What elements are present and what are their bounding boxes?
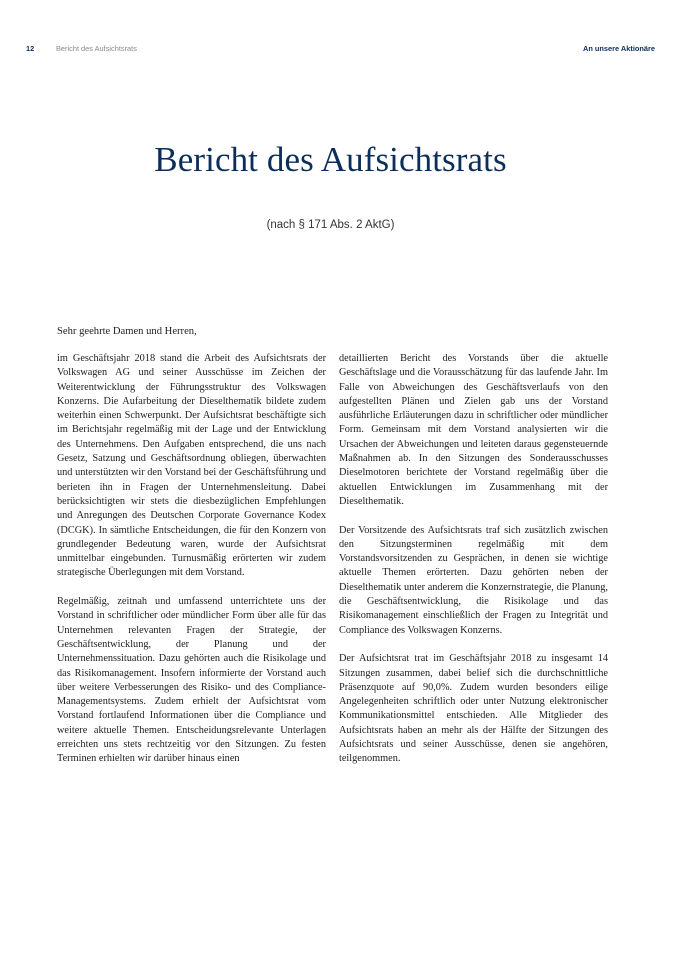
paragraph: Der Aufsichtsrat trat im Geschäftsjahr 2018 zu insgesamt 14 Sitzungen zusammen, dabei belief sich die durchschnittliche Präsenzquote auf 90,0%. Zudem wurden besonders eilige Angelegenheiten schriftlich oder unter Nutzung elektronischer Kommunikationsmittel entschieden. Alle Mitglieder des Aufsichtsrats haben an mehr als der Hälfte der Sitzungen des Aufsichtsrats und seiner Ausschüsse, denen sie angehören, teilgenommen.: [339, 653, 608, 765]
paragraph: detaillierten Bericht des Vorstands über die aktuelle Geschäftslage und die Vorausschätzung für das laufende Jahr. Im Falle von Abweichungen des Geschäftsverlaufs von den aufgestellten Plänen und Zielen gab uns der Vorstand ausführliche Erläuterungen dazu in schriftlicher oder mündlicher Form. Gemeinsam mit dem Vorstand analysierten wir die Ursachen der Abweichungen und leiteten daraus gegensteuernde Maßnahmen ab. In den Sitzungen des Sonderausschusses Dieselmotoren berichtete der Vorstand regelmäßig über die aktuellen Entwicklungen im Zusammenhang mit der Dieselthematik.: [339, 353, 608, 507]
running-chapter-title: An unsere Aktionäre: [582, 44, 655, 53]
text-column-right: [339, 352, 608, 781]
salutation: Sehr geehrte Damen und Herren,: [57, 326, 197, 337]
paragraph: Regelmäßig, zeitnah und umfassend unterrichtete uns der Vorstand in schriftlicher oder mündlicher Form über alle für das Unternehmen relevanten Fragen der Strategie, der Geschäftsentwicklung, der Planung und der Unternehmenssituation. Dazu gehörten auch die Risikolage und das Risikomanagement. Insofern informierte der Vorstand auch über weitere Verbesserungen des Risiko- und des Compliance-Managementsystems. Zudem erhielt der Aufsichtsrat vom Vorstand fortlaufend Informationen über die Compliance und weitere aktuelle Themen. Entscheidungsrelevante Unterlagen erreichten uns stets rechtzeitig vor den Sitzungen. Zu festen Terminen erhielten wir darüber hinaus einen: [57, 596, 326, 765]
page-subtitle: (nach § 171 Abs. 2 AktG): [266, 219, 395, 231]
page-number: 12: [26, 44, 35, 53]
page-title: Bericht des Aufsichtsrats: [154, 140, 507, 179]
running-section-title: Bericht des Aufsichtsrats: [56, 44, 137, 53]
text-column-left: [57, 352, 326, 781]
paragraph: im Geschäftsjahr 2018 stand die Arbeit des Aufsichtsrats der Volkswagen AG und seiner Ausschüsse im Zeichen der Weiterentwicklung der Führungsstruktur des Volkswagen Konzerns. Die Aufarbeitung der Dieselthematik bildete zudem weiterhin einen Schwerpunkt. Der Aufsichtsrat beschäftigte sich im Berichtsjahr regelmäßig mit der Lage und der Entwicklung des Unternehmens. Den Aufgaben entsprechend, die uns nach Gesetz, Satzung und Geschäftsordnung obliegen, überwachten und unterstützten wir den Vorstand bei der Geschäftsführung und berieten ihn in Fragen der Unternehmensleitung. Dabei berücksichtigten wir stets die diesbezüglichen Empfehlungen und Anregungen des Deutschen Corporate Governance Kodex (DCGK). In sämtliche Entscheidungen, die für den Konzern von grundlegender Bedeutung waren, wurde der Aufsichtsrat unmittelbar eingebunden. Turnusmäßig erörterten wir zudem strategische Überlegungen mit dem Vorstand.: [57, 353, 326, 579]
paragraph: Der Vorsitzende des Aufsichtsrats traf sich zusätzlich zwischen den Sitzungsterminen regelmäßig mit dem Vorstandsvorsitzenden zu Gesprächen, in denen sie wichtige aktuelle Themen erörterten. Dazu gehörten neben der Dieselthematik unter anderem die Konzernstrategie, die Planung, die Geschäftsentwicklung, die Risikolage und das Risikomanagement einschließlich der Fragen zu Integrität und Compliance des Volkswagen Konzerns.: [339, 524, 608, 636]
